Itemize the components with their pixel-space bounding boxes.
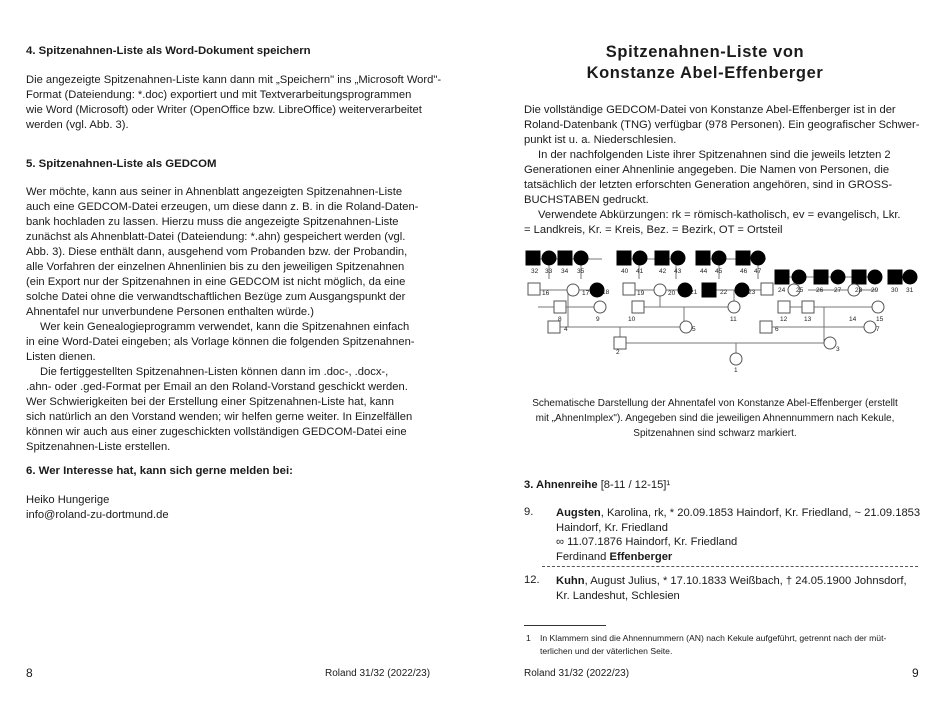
node-label: 43	[674, 268, 682, 275]
entry-12	[556, 574, 907, 603]
caption-line: Schematische Darstellung der Ahnentafel von Konstanze Abel-Effenberger (erstellt	[532, 398, 898, 409]
node-label: 46	[740, 268, 748, 275]
right-page	[470, 0, 940, 706]
node-label: 5	[692, 326, 696, 333]
text-line: Wer kein Genealogieprogramm verwendet, kann die Spitzenahnen einfach	[40, 321, 410, 333]
contact-email[interactable]: info@roland-zu-dortmund.de	[26, 509, 169, 521]
node-label: 9	[596, 316, 600, 323]
page-title-line1: Spitzenahnen-Liste von	[605, 43, 805, 61]
node-label: 21	[690, 289, 698, 296]
node-label: 40	[621, 268, 629, 275]
text-line: Die fertiggestellten Spitzenahnen-Listen können dann im .doc-, .docx-,	[40, 366, 389, 378]
footnote-text	[540, 632, 920, 658]
footnote-rule	[524, 625, 606, 626]
node-label: 44	[700, 268, 708, 275]
contact-name: Heiko Hungerige	[26, 494, 110, 506]
text-line: tatsächlich der letzten erforschten Generation angehören, sind in GROSS-	[524, 179, 893, 191]
ahnentafel-diagram	[524, 245, 924, 373]
caption-line: Spitzenahnen sind schwarz markiert.	[633, 428, 797, 439]
text-line: Die angezeigte Spitzenahnen-Liste kann dann mit „Speichern" ins „Microsoft Word"-	[26, 74, 442, 86]
text-line: zunächst als Ahnenblatt-Datei (Dateiendung: *.ahn) gespeichert werden (vgl.	[26, 231, 406, 243]
node-label: 32	[531, 268, 539, 275]
text-line: (ein Export nur der Spitzenahnen in eine GEDCOM ist nicht möglich, da eine	[26, 276, 406, 288]
entry-line	[556, 550, 920, 565]
text-line: alle Vorfahren der einzelnen Ahnenlinien bis zu den jeweiligen Spitzenahnen	[26, 261, 405, 273]
text-line: .ahn- oder .ged-Format per Email an den Roland-Vorstand geschickt werden.	[26, 381, 408, 393]
page-number: 9	[912, 666, 919, 680]
text-line: Wer Schwierigkeiten bei der Erstellung einer Spitzenahnen-Liste hat, kann	[26, 396, 394, 408]
node-label: 23	[748, 289, 756, 296]
node-label: 14	[849, 316, 857, 323]
node-label: 26	[816, 287, 824, 294]
node-label: 47	[754, 268, 762, 275]
footnote-number: 1	[526, 633, 531, 643]
node-label: 31	[906, 287, 914, 294]
text-line: bank hochladen zu lassen. Hierzu muss die angezeigte Spitzenahnen-Liste	[26, 216, 399, 228]
node-label: 29	[871, 287, 879, 294]
node-label: 22	[720, 289, 728, 296]
section-4-heading: 4. Spitzenahnen-Liste als Word-Dokument speichern	[26, 45, 311, 57]
node-label: 24	[778, 287, 786, 294]
node-label: 17	[582, 290, 590, 297]
node-label: 12	[780, 316, 788, 323]
text-line: Format (Dateiendung: *.doc) exportiert und mit Textverarbeitungsprogrammen	[26, 89, 412, 101]
text-line: Verwendete Abkürzungen: rk = römisch-katholisch, ev = evangelisch, Lkr.	[538, 209, 901, 221]
text-line: Listen dienen.	[26, 351, 96, 363]
node-label: 28	[855, 287, 863, 294]
page-footer: Roland 31/32 (2022/23)	[524, 668, 630, 679]
page-title-line2: Konstanze Abel-Effenberger	[586, 64, 824, 82]
text-line: sich natürlich an den Vorstand wenden; wir helfen gerne weiter. In Einzelfällen	[26, 411, 413, 423]
node-label: 6	[775, 326, 779, 333]
text-line: Wer möchte, kann aus seiner in Ahnenblatt angezeigten Spitzenahnen-Liste	[26, 186, 403, 198]
node-label: 42	[659, 268, 667, 275]
node-label: 27	[834, 287, 842, 294]
entry-details: , August Julius, * 17.10.1833 Weißbach, † 24.05.1900 Johnsdorf,	[584, 575, 907, 587]
node-label: 18	[602, 289, 610, 296]
section-heading	[524, 478, 670, 493]
footnote-line: In Klammern sind die Ahnennummern (AN) nach Kekule aufgeführt, getrennt nach der müt-	[540, 633, 887, 643]
spouse-first-name: Ferdinand	[556, 550, 610, 563]
text-line: Spitzenahnen-Liste erstellen.	[26, 441, 171, 453]
entry-number: 9.	[524, 506, 534, 518]
node-label: 25	[796, 287, 804, 294]
entry-details: , Karolina, rk, * 20.09.1853 Haindorf, Kr. Friedland, ~ 21.09.1853	[600, 507, 921, 519]
entry-line: ∞ 11.07.1876 Haindorf, Kr. Friedland	[556, 536, 738, 548]
node-label: 19	[637, 290, 645, 297]
node-label: 10	[628, 316, 636, 323]
text-line: solche Datei ohne die verwandtschaftlichen Bezüge zum Ausgangspunkt der	[26, 291, 406, 303]
text-line: Generationen einer Ahnenlinie angegeben. Die Namen von Personen, die	[524, 164, 890, 176]
text-line: Ahnentafel nur unverbundene Personen enthalten würde.)	[26, 306, 314, 318]
section-5-heading: 5. Spitzenahnen-Liste als GEDCOM	[26, 158, 217, 170]
node-label: 13	[804, 316, 812, 323]
text-line: In der nachfolgenden Liste ihrer Spitzenahnen sind die jeweils letzten 2	[538, 149, 891, 161]
entry-line: Kr. Landeshut, Schlesien	[556, 589, 680, 602]
node-label: 41	[636, 268, 644, 275]
text-line: Roland-Datenbank (TNG) verfügbar (978 Personen). Ein geografischer Schwer-	[524, 119, 920, 131]
entry-surname: Augsten	[556, 507, 601, 519]
section-heading-label: 3. Ahnenreihe	[524, 479, 598, 491]
spouse-surname: Effenberger	[609, 550, 673, 563]
diagram-caption	[522, 396, 908, 441]
node-label: 30	[891, 287, 899, 294]
node-label: 7	[876, 326, 880, 333]
text-line: Abb. 3). Diese enthält dann, ausgehend vom Probanden bzw. der Probandin,	[26, 246, 408, 258]
text-line: wie Word (Microsoft) oder Writer (OpenOffice bzw. LibreOffice) weiterverarbeitet	[26, 104, 422, 116]
text-line: = Landkreis, Kr. = Kreis, Bez. = Bezirk, OT = Ortsteil	[524, 224, 783, 236]
node-label: 15	[876, 316, 884, 323]
text-line: BUCHSTABEN gedruckt.	[524, 194, 649, 206]
text-line: in eine Word-Datei eingeben; als Vorlage können die folgenden Spitzenahnen-	[26, 336, 415, 348]
node-label: 20	[668, 290, 676, 297]
entry-line	[556, 574, 907, 589]
node-label: 11	[730, 316, 737, 323]
text-line: punkt ist u. a. Niederschlesien.	[524, 134, 677, 146]
node-label: 16	[542, 290, 550, 297]
node-label: 3	[836, 346, 840, 353]
caption-line: mit „AhnenImplex"). Angegeben sind die jeweiligen Ahnennummern nach Kekule,	[535, 413, 895, 424]
node-label: 4	[564, 326, 568, 333]
node-label: 33	[545, 268, 553, 275]
text-line: werden (vgl. Abb. 3).	[26, 119, 129, 131]
node-label: 34	[561, 268, 569, 275]
node-label: 35	[577, 268, 585, 275]
page-number: 8	[26, 666, 33, 680]
entry-surname: Kuhn	[556, 575, 585, 587]
text-line: Die vollständige GEDCOM-Datei von Konstanze Abel-Effenberger ist in der	[524, 104, 896, 116]
entry-number: 12.	[524, 574, 540, 586]
footnote-line: terlichen und der väterlichen Seite.	[540, 646, 673, 656]
node-label: 1	[734, 367, 738, 373]
section-heading-range: [8-11 / 12-15]¹	[600, 479, 671, 491]
section-6-heading: 6. Wer Interesse hat, kann sich gerne melden bei:	[26, 465, 293, 477]
entry-line	[556, 506, 920, 521]
entry-separator	[542, 566, 918, 567]
page-footer: Roland 31/32 (2022/23)	[325, 668, 431, 679]
entry-9	[556, 506, 920, 564]
entry-line: Haindorf, Kr. Friedland	[556, 521, 668, 534]
node-label: 45	[715, 268, 723, 275]
node-label: 2	[616, 349, 620, 356]
text-line: können wir auch aus einer zugeschickten vollständigen GEDCOM-Datei eine	[26, 426, 407, 438]
node-label: 8	[558, 316, 562, 323]
text-line: auch eine GEDCOM-Datei erzeugen, um diese dann z. B. in die Roland-Daten-	[26, 201, 419, 213]
